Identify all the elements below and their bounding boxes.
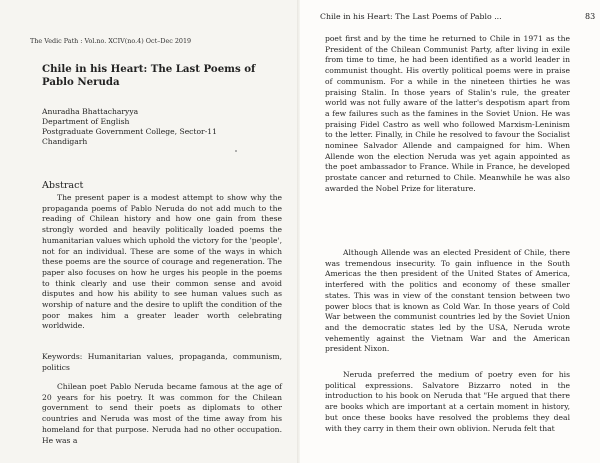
author-city: Chandigarh [42, 137, 88, 146]
abstract-paragraph: The present paper is a modest attempt to show why the propaganda poems of Pablo Neruda do not add much to the reading of Chilean history and how one gain from these strongly worded and heavily politically loaded poems the humanitarian values which uphold the victory for the 'people', not for an individual. These are some of the ways in which these poems are the source of courage and regeneration. The paper also focuses on how he urges his people in the poems to think clearly and use their common sense and avoid disputes and how his ability to see human values such as worship of nature and the desire to uplift the condition of the poor makes him a greater leader worth celebrating worldwide. [42, 193, 282, 331]
title-line-1: Chile in his Heart: The Last Poems of [42, 63, 256, 75]
author-block [42, 107, 217, 147]
paragraph-1: poet first and by the time he returned to Chile in 1971 as the President of the Chilean Communist Party, after living in exile from time to time, he had been identified as a world leader in communist thought. His overtly political poems were in praise of communism. For a while in the nineteen thirties he was praising Stalin. In those years of Stalin's rule, the greater world was not fully aware of the latter's despotism apart from a few failures such as the famines in the Soviet Union. He was praising Fidel Castro as well who followed Marxism-Leninism to the letter. Finally, in Chile he resolved to favour the Socialist nominee Salvador Allende and campaigned for him. When Allende won the election Neruda was yet again appointed as the poet ambassador to France. While in France, he developed prostate cancer and returned to Chile. Meanwhile he was also awarded the Nobel Prize for literature. [325, 34, 570, 193]
title-line-2: Pablo Neruda [42, 76, 120, 88]
author-name: Anuradha Bhattacharyya [42, 107, 139, 116]
paragraph-3: Neruda preferred the medium of poetry even for his political expressions. Salvatore Bizzarro noted in the introduction to his book on Neruda that "He argued that there are books which are important at a certain moment in history, but once these books have resolved the problems they deal with they carry in them their own oblivion. Neruda felt that [325, 370, 570, 433]
author-college: Postgraduate Government College, Sector-11 [42, 127, 217, 136]
keywords-line: Keywords: Humanitarian values, propaganda, communism, politics [42, 352, 282, 372]
body-paragraph: Chilean poet Pablo Neruda became famous at the age of 20 years for his poetry. It was common for the Chilean government to send their poets as diplomats to other countries and Neruda was most of the time away from his homeland for that purpose. Neruda had no other occupation. He was a [42, 382, 282, 445]
page-number: 83 [585, 12, 596, 21]
journal-citation: The Vedic Path : Vol.no. XCIV(no.4) Oct–Dec 2019 [30, 37, 192, 45]
paragraph-2: Although Allende was an elected President of Chile, there was tremendous insecurity. To gain influence in the South Americas the then president of the United States of America, interfered with the politics and economy of these smaller states. This was in view of the constant tension between two power blocs that is known as Cold War. In those years of Cold War between the communist countries led by the Soviet Union and the democratic states led by the USA, Neruda wrote vehemently against the Vietnam War and the American president Nixon. [325, 248, 570, 354]
article-title [42, 63, 255, 89]
author-department: Department of English [42, 117, 130, 126]
paper-speck [235, 150, 237, 152]
running-head: Chile in his Heart: The Last Poems of Pablo ... [320, 12, 502, 21]
abstract-heading: Abstract [42, 180, 84, 191]
right-page [300, 0, 600, 463]
